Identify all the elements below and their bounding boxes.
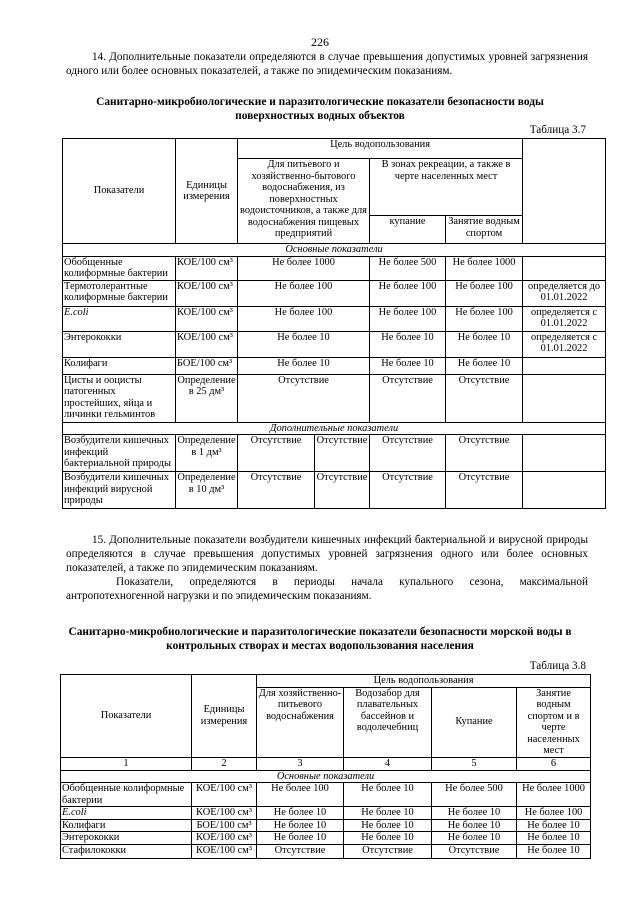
row-note: определяется с 01.01.2022 <box>523 306 606 331</box>
row-col-5: Не более 10 <box>432 819 517 832</box>
row-drinking: Не более 100 <box>238 280 370 306</box>
header-drinking: Для питьевого и хозяйственно-бытового водоснабжения, из поверхностных водоисточников, а также для водоснабжения пищевых предприятий <box>238 159 370 244</box>
header-sport: Занятие водным спортом <box>446 216 523 244</box>
row-col-6: Не более 100 <box>517 807 591 820</box>
row-col-3: Не более 10 <box>257 819 344 832</box>
row-col-6: Не более 10 <box>517 844 591 858</box>
row-note <box>523 374 606 422</box>
row-name: Энтерококки <box>61 832 192 845</box>
row-sport: Не более 100 <box>446 306 523 331</box>
paragraph-seasons: Показатели, определяются в периоды начала купального сезона, максимальной антропотехногенной нагрузки и по эпидемическим показаниям. <box>66 576 588 602</box>
row-col-4: Не более 10 <box>344 832 432 845</box>
row-col-3: Не более 100 <box>257 783 344 807</box>
section-extra: Дополнительные показатели <box>63 422 606 435</box>
table-3-8-caption: Таблица 3.8 <box>529 660 586 672</box>
row-col-4: Не более 10 <box>344 807 432 820</box>
row-unit: БОЕ/100 см³ <box>192 819 257 832</box>
row-col-6: Не более 10 <box>517 819 591 832</box>
row-col-6: Не более 10 <box>517 832 591 845</box>
row-note: определяется с 01.01.2022 <box>523 331 606 357</box>
row-bathing: Отсутствие <box>370 472 446 509</box>
table-3-8 <box>60 674 591 859</box>
header-indicators: Показатели <box>63 139 176 244</box>
row-col-4: Не более 10 <box>344 819 432 832</box>
row-unit: КОЕ/100 см³ <box>176 306 238 331</box>
header-col-4: Водозабор для плавательных бассейнов и водолечебниц <box>344 687 432 757</box>
row-note <box>523 256 606 280</box>
row-col-4: Отсутствие <box>344 844 432 858</box>
row-drinking: Не более 1000 <box>238 256 370 280</box>
row-drinking: Не более 100 <box>238 306 370 331</box>
row-unit: КОЕ/100 см³ <box>192 832 257 845</box>
row-sport: Не более 10 <box>446 357 523 374</box>
row-drinking-a: Отсутствие <box>238 472 315 509</box>
section-main: Основные показатели <box>63 244 606 257</box>
header-indicators: Показатели <box>61 675 192 758</box>
row-drinking-b: Отсутствие <box>315 472 370 509</box>
header-col-3: Для хозяйственно-питьевого водоснабжения <box>257 687 344 757</box>
col-number: 1 <box>61 757 192 770</box>
header-units: Единицы измерения <box>176 139 238 244</box>
row-col-3: Не более 10 <box>257 807 344 820</box>
row-name: E.coli <box>63 306 176 331</box>
row-sport: Отсутствие <box>446 435 523 472</box>
row-col-3: Не более 10 <box>257 832 344 845</box>
row-col-5: Не более 10 <box>432 807 517 820</box>
row-note-empty <box>523 472 606 509</box>
row-name: Возбудители кишечных инфекций вирусной природы <box>63 472 176 509</box>
row-bathing: Отсутствие <box>370 435 446 472</box>
row-unit: КОЕ/100 см³ <box>192 783 257 807</box>
row-bathing: Отсутствие <box>370 374 446 422</box>
row-name: Стафилококки <box>61 844 192 858</box>
row-unit: Определение в 1 дм³ <box>176 435 238 472</box>
row-name: Обобщенные колиформные бактерии <box>61 783 192 807</box>
row-name: Обобщенные колиформные бактерии <box>63 256 176 280</box>
row-col-5: Не более 500 <box>432 783 517 807</box>
row-note: определяется до 01.01.2022 <box>523 280 606 306</box>
row-col-4: Не более 10 <box>344 783 432 807</box>
paragraph-15: 15. Дополнительные показатели возбудители кишечных инфекций бактериальной и вирусной природы определяются в случае превышения допустимых уровней загрязнения одного или более основных показателей, а также по эпидемическим показаниям. <box>66 534 588 574</box>
row-name: E.coli <box>61 807 192 820</box>
header-purpose: Цель водопользования <box>257 675 591 688</box>
row-unit: Определение в 10 дм³ <box>176 472 238 509</box>
row-bathing: Не более 10 <box>370 357 446 374</box>
row-col-5: Не более 10 <box>432 832 517 845</box>
row-unit: Определение в 25 дм³ <box>176 374 238 422</box>
row-bathing: Не более 100 <box>370 306 446 331</box>
row-sport: Не более 100 <box>446 280 523 306</box>
row-unit: КОЕ/100 см³ <box>176 331 238 357</box>
row-drinking: Не более 10 <box>238 357 370 374</box>
header-units: Единицы измерения <box>192 675 257 758</box>
header-purpose: Цель водопользования <box>238 139 523 159</box>
row-note <box>523 357 606 374</box>
row-col-3: Отсутствие <box>257 844 344 858</box>
section-main: Основные показатели <box>61 770 591 783</box>
table-3-8-title: Санитарно-микробиологические и паразитологические показатели безопасности морской воды в контрольных створах и местах водопользования населения <box>68 626 572 652</box>
header-col-6: Занятие водным спортом и в черте населенных мест <box>517 687 591 757</box>
row-drinking-a: Отсутствие <box>238 435 315 472</box>
row-unit: КОЕ/100 см³ <box>192 844 257 858</box>
row-unit: КОЕ/100 см³ <box>192 807 257 820</box>
row-name: Термотолерантные колиформные бактерии <box>63 280 176 306</box>
row-sport: Не более 10 <box>446 331 523 357</box>
row-name: Цисты и ооцисты патогенных простейших, яйца и личинки гельминтов <box>63 374 176 422</box>
header-bathing: купание <box>370 216 446 244</box>
header-recreation: В зонах рекреации, а также в черте населенных мест <box>370 159 523 216</box>
row-bathing: Не более 10 <box>370 331 446 357</box>
row-name: Энтерококки <box>63 331 176 357</box>
col-number: 5 <box>432 757 517 770</box>
row-unit: БОЕ/100 см³ <box>176 357 238 374</box>
row-name: Колифаги <box>61 819 192 832</box>
table-3-7 <box>62 138 606 509</box>
col-number: 6 <box>517 757 591 770</box>
col-number: 3 <box>257 757 344 770</box>
table-3-7-caption: Таблица 3.7 <box>529 124 586 136</box>
row-unit: КОЕ/100 см³ <box>176 280 238 306</box>
row-name: Возбудители кишечных инфекций бактериальной природы <box>63 435 176 472</box>
row-note-empty <box>523 435 606 472</box>
col-number: 4 <box>344 757 432 770</box>
header-note-empty <box>523 139 606 244</box>
row-bathing: Не более 100 <box>370 280 446 306</box>
row-sport: Отсутствие <box>446 472 523 509</box>
header-col-5: Купание <box>432 687 517 757</box>
paragraph-14: 14. Дополнительные показатели определяются в случае превышения допустимых уровней загрязнения одного или более основных показателей, а также по эпидемическим показаниям. <box>66 51 588 77</box>
row-col-5: Отсутствие <box>432 844 517 858</box>
table-3-7-title: Санитарно-микробиологические и паразитологические показатели безопасности воды поверхностных водных объектов <box>96 96 544 122</box>
row-bathing: Не более 500 <box>370 256 446 280</box>
row-name: Колифаги <box>63 357 176 374</box>
col-number: 2 <box>192 757 257 770</box>
row-drinking-b: Отсутствие <box>315 435 370 472</box>
row-col-6: Не более 1000 <box>517 783 591 807</box>
row-unit: КОЕ/100 см³ <box>176 256 238 280</box>
row-drinking: Отсутствие <box>238 374 370 422</box>
row-drinking: Не более 10 <box>238 331 370 357</box>
page-number: 226 <box>311 35 329 49</box>
row-sport: Не более 1000 <box>446 256 523 280</box>
row-sport: Отсутствие <box>446 374 523 422</box>
